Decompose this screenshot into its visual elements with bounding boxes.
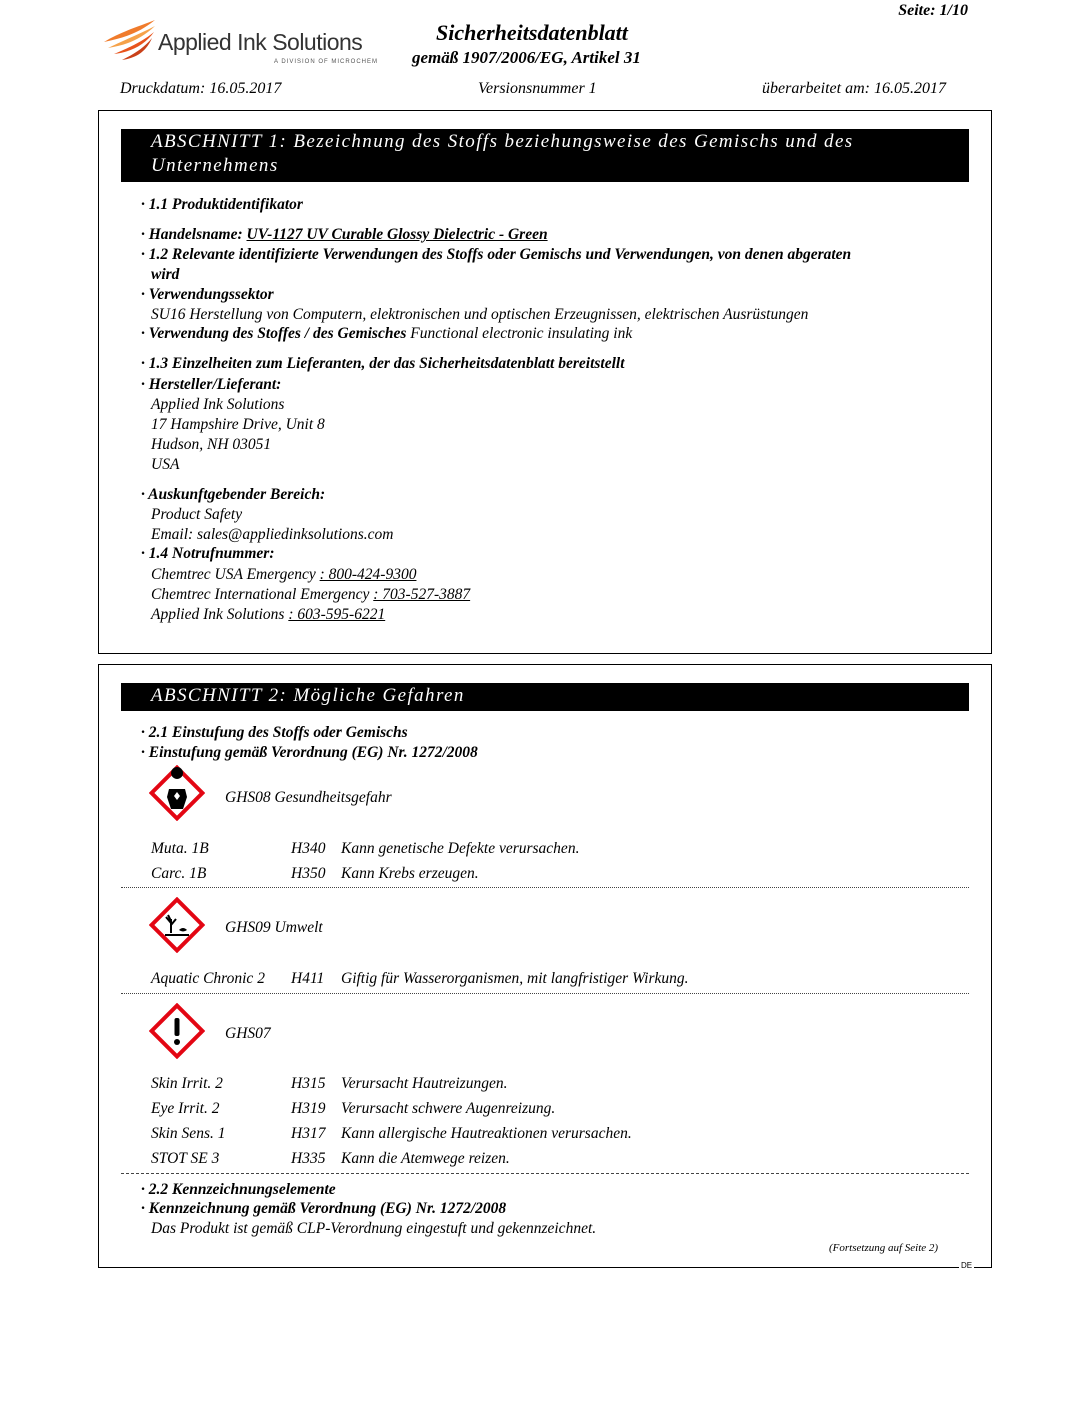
section-1-heading-line1: ABSCHNITT 1: Bezeichnung des Stoffs beziehungsweise des Gemischs und des [151,131,854,152]
hazard-class: Muta. 1B [151,840,209,857]
supplier-details-label: · 1.3 Einzelheiten zum Lieferanten, der das Sicherheitsdatenblatt bereitstellt [141,355,625,372]
classification-label: · 2.1 Einstufung des Stoffs oder Gemischs [141,724,408,741]
emergency-number[interactable]: : 703-527-3887 [373,586,471,603]
ghs08-label: GHS08 Gesundheitsgefahr [225,789,392,806]
hazard-class: Skin Irrit. 2 [151,1075,223,1092]
hazard-statement: Kann genetische Defekte verursachen. [341,840,580,857]
clp-classification-label: · Einstufung gemäß Verordnung (EG) Nr. 1272/2008 [141,744,478,761]
label-clp: · Kennzeichnung gemäß Verordnung (EG) Nr. 1272/2008 [141,1200,507,1217]
emergency-name: Applied Ink Solutions [151,606,289,623]
company-logo [100,16,390,71]
health-hazard-icon [149,765,205,821]
section-1-heading-line2: Unternehmens [151,155,279,176]
trade-name-label: · Handelsname: [141,226,247,243]
hazard-code: H317 [291,1125,326,1142]
hazard-statement: Giftig für Wasserorganismen, mit langfristiger Wirkung. [341,970,689,987]
version-number: Versionsnummer 1 [478,80,597,97]
hazard-class: Carc. 1B [151,865,207,882]
hazard-statement: Kann allergische Hautreaktionen verursachen. [341,1125,632,1142]
title-sub: gemäß 1907/2006/EG, Artikel 31 [412,48,641,67]
title-main: Sicherheitsdatenblatt [436,20,628,45]
emergency-row [151,565,416,585]
ghs07-label: GHS07 [225,1025,271,1042]
sector-label: · Verwendungssektor [141,286,274,303]
emergency-row [151,605,385,625]
label-text: Das Produkt ist gemäß CLP-Verordnung eingestuft und gekennzeichnet. [151,1220,597,1237]
supplier-line: Applied Ink Solutions [151,396,285,413]
hazard-class: STOT SE 3 [151,1150,220,1167]
info-line: Product Safety [151,506,243,523]
hazard-statement: Kann Krebs erzeugen. [341,865,479,882]
divider [121,1173,969,1174]
section-2-heading: ABSCHNITT 2: Mögliche Gefahren [121,683,969,711]
emergency-number[interactable]: : 800-424-9300 [319,566,417,583]
use-value: Functional electronic insulating ink [406,325,633,342]
hazard-code: H315 [291,1075,326,1092]
use-label: · Verwendung des Stoffes / des Gemisches [141,325,407,342]
exclamation-mark-icon [149,1003,205,1059]
emergency-name: Chemtrec USA Emergency [151,566,320,583]
divider [121,993,969,994]
section-1-box [98,110,992,654]
info-email[interactable]: Email: sales@appliedinksolutions.com [151,526,394,543]
hazard-code: H335 [291,1150,326,1167]
supplier-line: USA [151,456,180,473]
hazard-statement: Verursacht Hautreizungen. [341,1075,508,1092]
use-row [141,324,632,344]
language-code: DE [961,1261,973,1270]
relevant-uses-line1: · 1.2 Relevante identifizierte Verwendungen des Stoffs oder Gemischs und Verwendungen, von denen abgeraten [141,246,852,263]
print-date: Druckdatum: 16.05.2017 [120,80,282,97]
emergency-name: Chemtrec International Emergency [151,586,374,603]
hazard-code: H411 [291,970,325,987]
hazard-code: H350 [291,865,326,882]
sector-value: SU16 Herstellung von Computern, elektronischen und optischen Erzeugnissen, elektrischen Ausrüstungen [151,306,809,323]
emergency-row [151,585,470,605]
trade-name-row [141,225,548,245]
info-dept-label: · Auskunftgebender Bereich: [141,486,326,503]
divider [121,887,969,888]
continued-note: (Fortsetzung auf Seite 2) [829,1242,939,1254]
trade-name-value: UV-1127 UV Curable Glossy Dielectric - Green [246,226,548,243]
environment-hazard-icon [149,897,205,953]
hazard-class: Eye Irrit. 2 [151,1100,220,1117]
product-identifier-label: · 1.1 Produktidentifikator [141,196,303,213]
revised-date: überarbeitet am: 16.05.2017 [762,80,946,97]
section-2-box [98,664,992,1268]
logo-text: Applied Ink Solutions [158,29,363,55]
supplier-line: Hudson, NH 03051 [151,436,272,453]
relevant-uses-line2: wird [151,266,180,283]
emergency-number[interactable]: : 603-595-6221 [288,606,386,623]
hazard-statement: Kann die Atemwege reizen. [341,1150,510,1167]
label-elements: · 2.2 Kennzeichnungselemente [141,1181,336,1198]
hazard-statement: Verursacht schwere Augenreizung. [341,1100,556,1117]
page-number: Seite: 1/10 [898,2,968,19]
hazard-code: H319 [291,1100,326,1117]
supplier-line: 17 Hampshire Drive, Unit 8 [151,416,325,433]
hazard-code: H340 [291,840,326,857]
ghs09-label: GHS09 Umwelt [225,919,323,936]
supplier-label: · Hersteller/Lieferant: [141,376,282,393]
emergency-label: · 1.4 Notrufnummer: [141,545,275,562]
section-1-heading [121,129,969,182]
hazard-class: Aquatic Chronic 2 [151,970,265,987]
logo-wing-icon [100,18,160,63]
hazard-class: Skin Sens. 1 [151,1125,226,1142]
logo-subtitle: A DIVISION OF MICROCHEM [274,59,379,65]
